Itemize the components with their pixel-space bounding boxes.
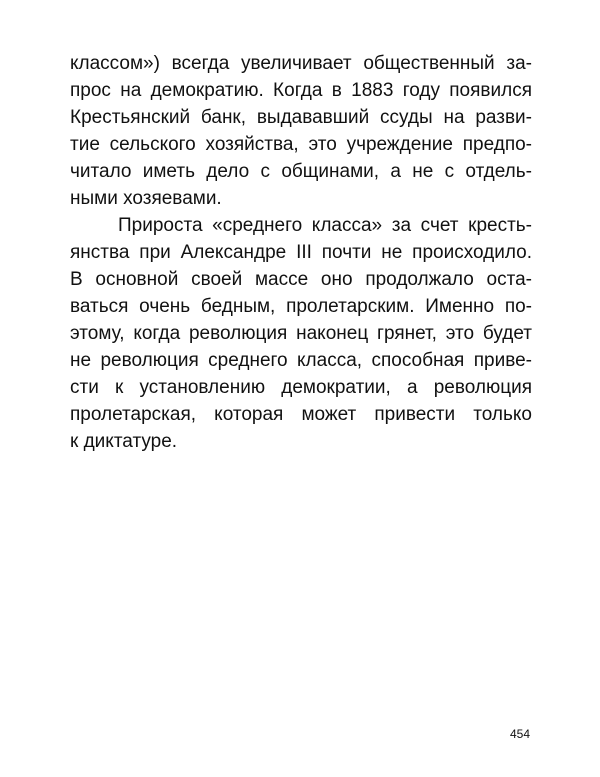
paragraph-2-line-6: не революция среднего класса, способная приве-: [70, 350, 532, 371]
paragraph-2-line-8: пролетарская, которая может привести только: [70, 404, 532, 425]
paragraph-1-line-3: Крестьянский банк, выдававший ссуды на разви-: [70, 107, 532, 128]
paragraph-2-line-2: янства при Александре III почти не происходило.: [70, 242, 532, 263]
paragraph-1-line-2: прос на демократию. Когда в 1883 году появился: [70, 80, 532, 101]
paragraph-2-line-5: этому, когда революция наконец грянет, это будет: [70, 323, 532, 344]
body-text: [70, 50, 532, 455]
paragraph-1-line-6: ными хозяевами.: [70, 188, 222, 209]
paragraph-2: [70, 212, 532, 455]
paragraph-1: [70, 50, 532, 212]
paragraph-2-line-3: В основной своей массе оно продолжало оста-: [70, 269, 532, 290]
paragraph-2-line-4: ваться очень бедным, пролетарским. Именно по-: [70, 296, 532, 317]
paragraph-2-line-7: сти к установлению демократии, а революция: [70, 377, 532, 398]
paragraph-2-line-9: к диктатуре.: [70, 431, 178, 452]
paragraph-1-line-1: классом») всегда увеличивает общественный за-: [70, 53, 532, 74]
paragraph-2-line-1: Прироста «среднего класса» за счет кресть-: [118, 215, 532, 236]
paragraph-1-line-5: читало иметь дело с общинами, а не с отдель-: [70, 161, 532, 182]
page-number: 454: [509, 727, 530, 741]
paragraph-1-line-4: тие сельского хозяйства, это учреждение предпо-: [70, 134, 532, 155]
